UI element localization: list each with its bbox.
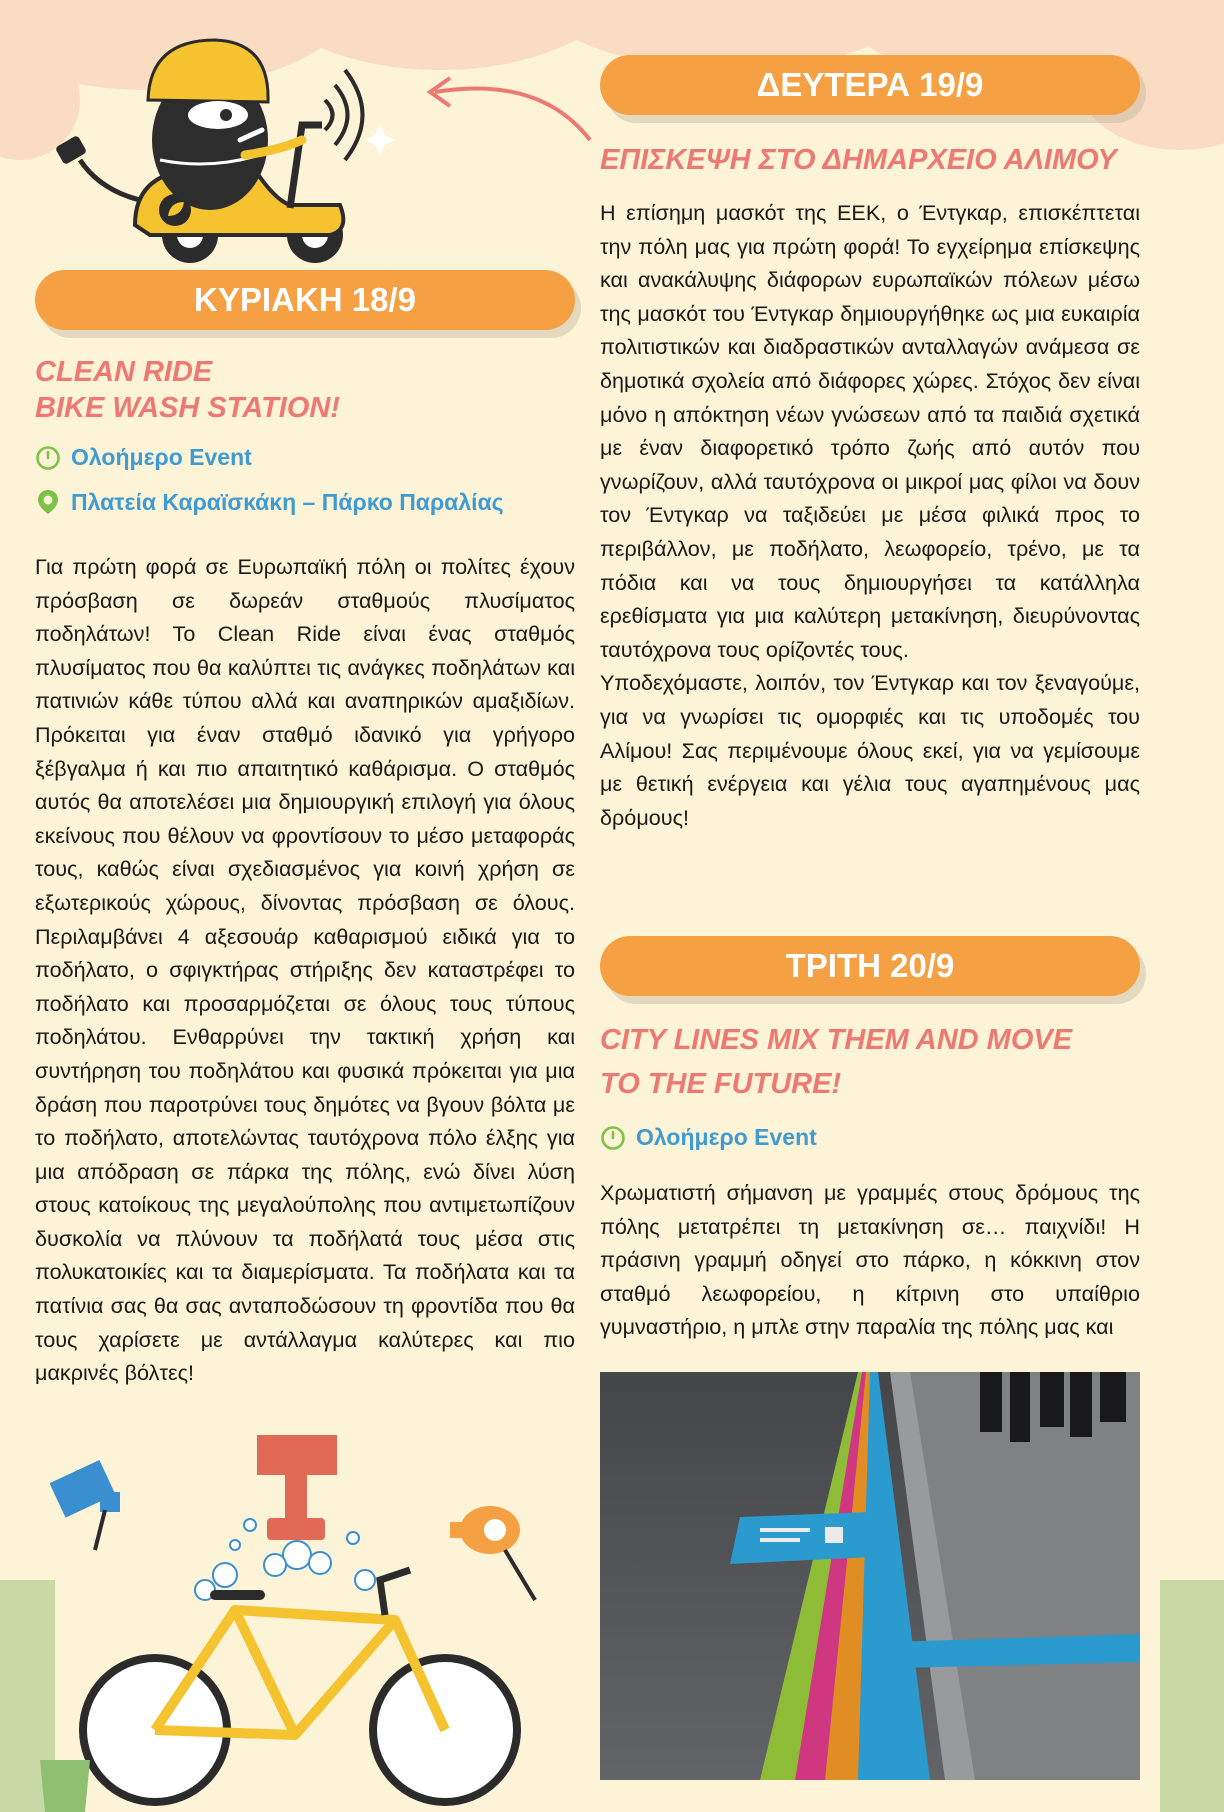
side-strip-right [1160,1580,1224,1812]
event-time-tuesday [600,1124,817,1151]
title-line: CLEAN RIDE [35,356,213,388]
event-time-sunday [35,444,252,471]
body-paragraph: Για πρώτη φορά σε Ευρωπαϊκή πόλη οι πολίτες έχουν πρόσβαση σε δωρεάν σταθμούς πλυσίματος ποδηλάτων! Το Clean Ride είναι ένας σταθμός πλυσίματος που θα καλύπτει τις ανάγκες ποδηλάτων και πατινιών κάθε τύπου αλλά και αναπηρικών αμαξιδίων. Πρόκειται για έναν σταθμό ιδανικό για γρήγορο ξέβγαλμα ή και πιο απαιτητικό καθάρισμα. Ο σταθμός αυτός θα αποτελέσει μια δημιουργική επιλογή για όλους εκείνους που θέλουν να φροντίσουν το μέσο μεταφοράς τους, καθώς είναι σχεδιασμένος για κοινή χρήση σε εξωτερικούς χώρους, δίνοντας πρόσβαση σε όλους. Περιλαμβάνει 4 αξεσουάρ καθαρισμού ειδικά για το ποδήλατο, ο σφιγκτήρας στήριξης δεν καταστρέφει το ποδήλατο και προσαρμόζεται σε όλους τους τύπους ποδηλάτου. Ενθαρρύνει την τακτική χρήση και συντήρηση του ποδηλάτου και φυσικά πρόκειται για μια δράση που παροτρύνει τους δημότες να βγουν βόλτα με το ποδήλατο, αποτελώντας ταυτόχρονα πόλο έλξης για μια απόδραση σε πάρκα της πόλης, ενώ δίνει λύση στους κατοίκους της μεγαλούπολης που αντιμετωπίζουν δυσκολία να πλύνουν τα ποδήλατά τους μέσα στις πολυκατοικίες και τα διαμερίσματα. Τα ποδήλατα και τα πατίνια σας θα σας ανταποδώσουν τη φροντίδα που θα τους χαρίσετε με αντάλλαγμα καλύτερες και πιο μακρινές βόλτες! [35,554,575,1386]
arrow-decoration [410,70,600,150]
body-paragraph: Χρωματιστή σήμανση με γραμμές στους δρόμους της πόλης μετατρέπει τη μετακίνηση σε… παιχνίδι! Η πράσινη γραμμή οδηγεί στο πάρκο, η κόκκινη στον σταθμό λεωφορείου, η κίτρινη στο υπαίθριο γυμναστήριο, η μπλε στην παραλία της πόλης μας και [600,1180,1140,1340]
city-lines-photo [600,1372,1140,1780]
location-pin-icon [35,488,61,516]
clock-icon [600,1125,626,1151]
event-title-monday: ΕΠΙΣΚΕΨΗ ΣΤΟ ΔΗΜΑΡΧΕΙΟ ΑΛΙΜΟΥ [600,144,1117,176]
event-title-tuesday [600,1018,1160,1106]
event-body-tuesday [600,1176,1140,1344]
event-location-label: Πλατεία Καραϊσκάκη – Πάρκο Παραλίας [71,488,504,515]
day-pill-monday: ΔΕΥΤΕΡΑ 19/9 [600,55,1140,115]
day-pill-tuesday: ΤΡΙΤΗ 20/9 [600,936,1140,996]
mascot-scooter-illustration [40,30,400,270]
event-body-sunday [35,550,575,1390]
event-body-monday [600,196,1140,834]
bike-wash-illustration [35,1430,580,1812]
title-line: BIKE WASH STATION! [35,392,341,424]
event-location-sunday [35,488,504,516]
title-line: CITY LINES MIX THEM AND MOVE [600,1024,1073,1056]
body-paragraph: Η επίσημη μασκότ της ΕΕΚ, ο Έντγκαρ, επισκέπτεται την πόλη μας για πρώτη φορά! Το εγχείρημα επίσκεψης και ανακάλυψης διάφορων ευρωπαϊκών πόλεων μέσω της μασκότ του Έντγκαρ δημιουργήθηκε ως μια ευκαιρία πολιτιστικών και διαδραστικών ανταλλαγών ανάμεσα σε δημοτικά σχολεία από διάφορες χώρες. Στόχος δεν είναι μόνο η απόκτηση νέων γνώσεων από τα παιδιά σχετικά με έναν διαφορετικό τρόπο ζωής από αυτόν που γνωρίζουν, αλλά ταυτόχρονα οι μικροί μας φίλοι να δουν τον Έντγκαρ να ταξιδεύει με μέσα φιλικά προς το περιβάλλον, με ποδήλατο, λεωφορείο, τρένο, με τα πόδια και να τους δημιουργήσει τα κατάλληλα ερεθίσματα για μια καλύτερη μετακίνηση, διευρύνοντας ταυτόχρονα τους ορίζοντές τους. [600,200,1140,662]
event-time-label: Ολοήμερο Event [636,1124,817,1150]
event-title-sunday [35,354,575,426]
clock-icon [35,445,61,471]
day-pill-sunday: ΚΥΡΙΑΚΗ 18/9 [35,270,575,330]
event-time-label: Ολοήμερο Event [71,444,252,470]
title-line: TO THE FUTURE! [600,1068,842,1100]
body-paragraph: Υποδεχόμαστε, λοιπόν, τον Έντγκαρ και τον ξεναγούμε, για να γνωρίσει τις ομορφιές και τις υποδομές του Αλίμου! Σας περιμένουμε όλους εκεί, για να γεμίσουμε με θετική ενέργεια και γέλια τους αγαπημένους μας δρόμους! [600,670,1140,830]
